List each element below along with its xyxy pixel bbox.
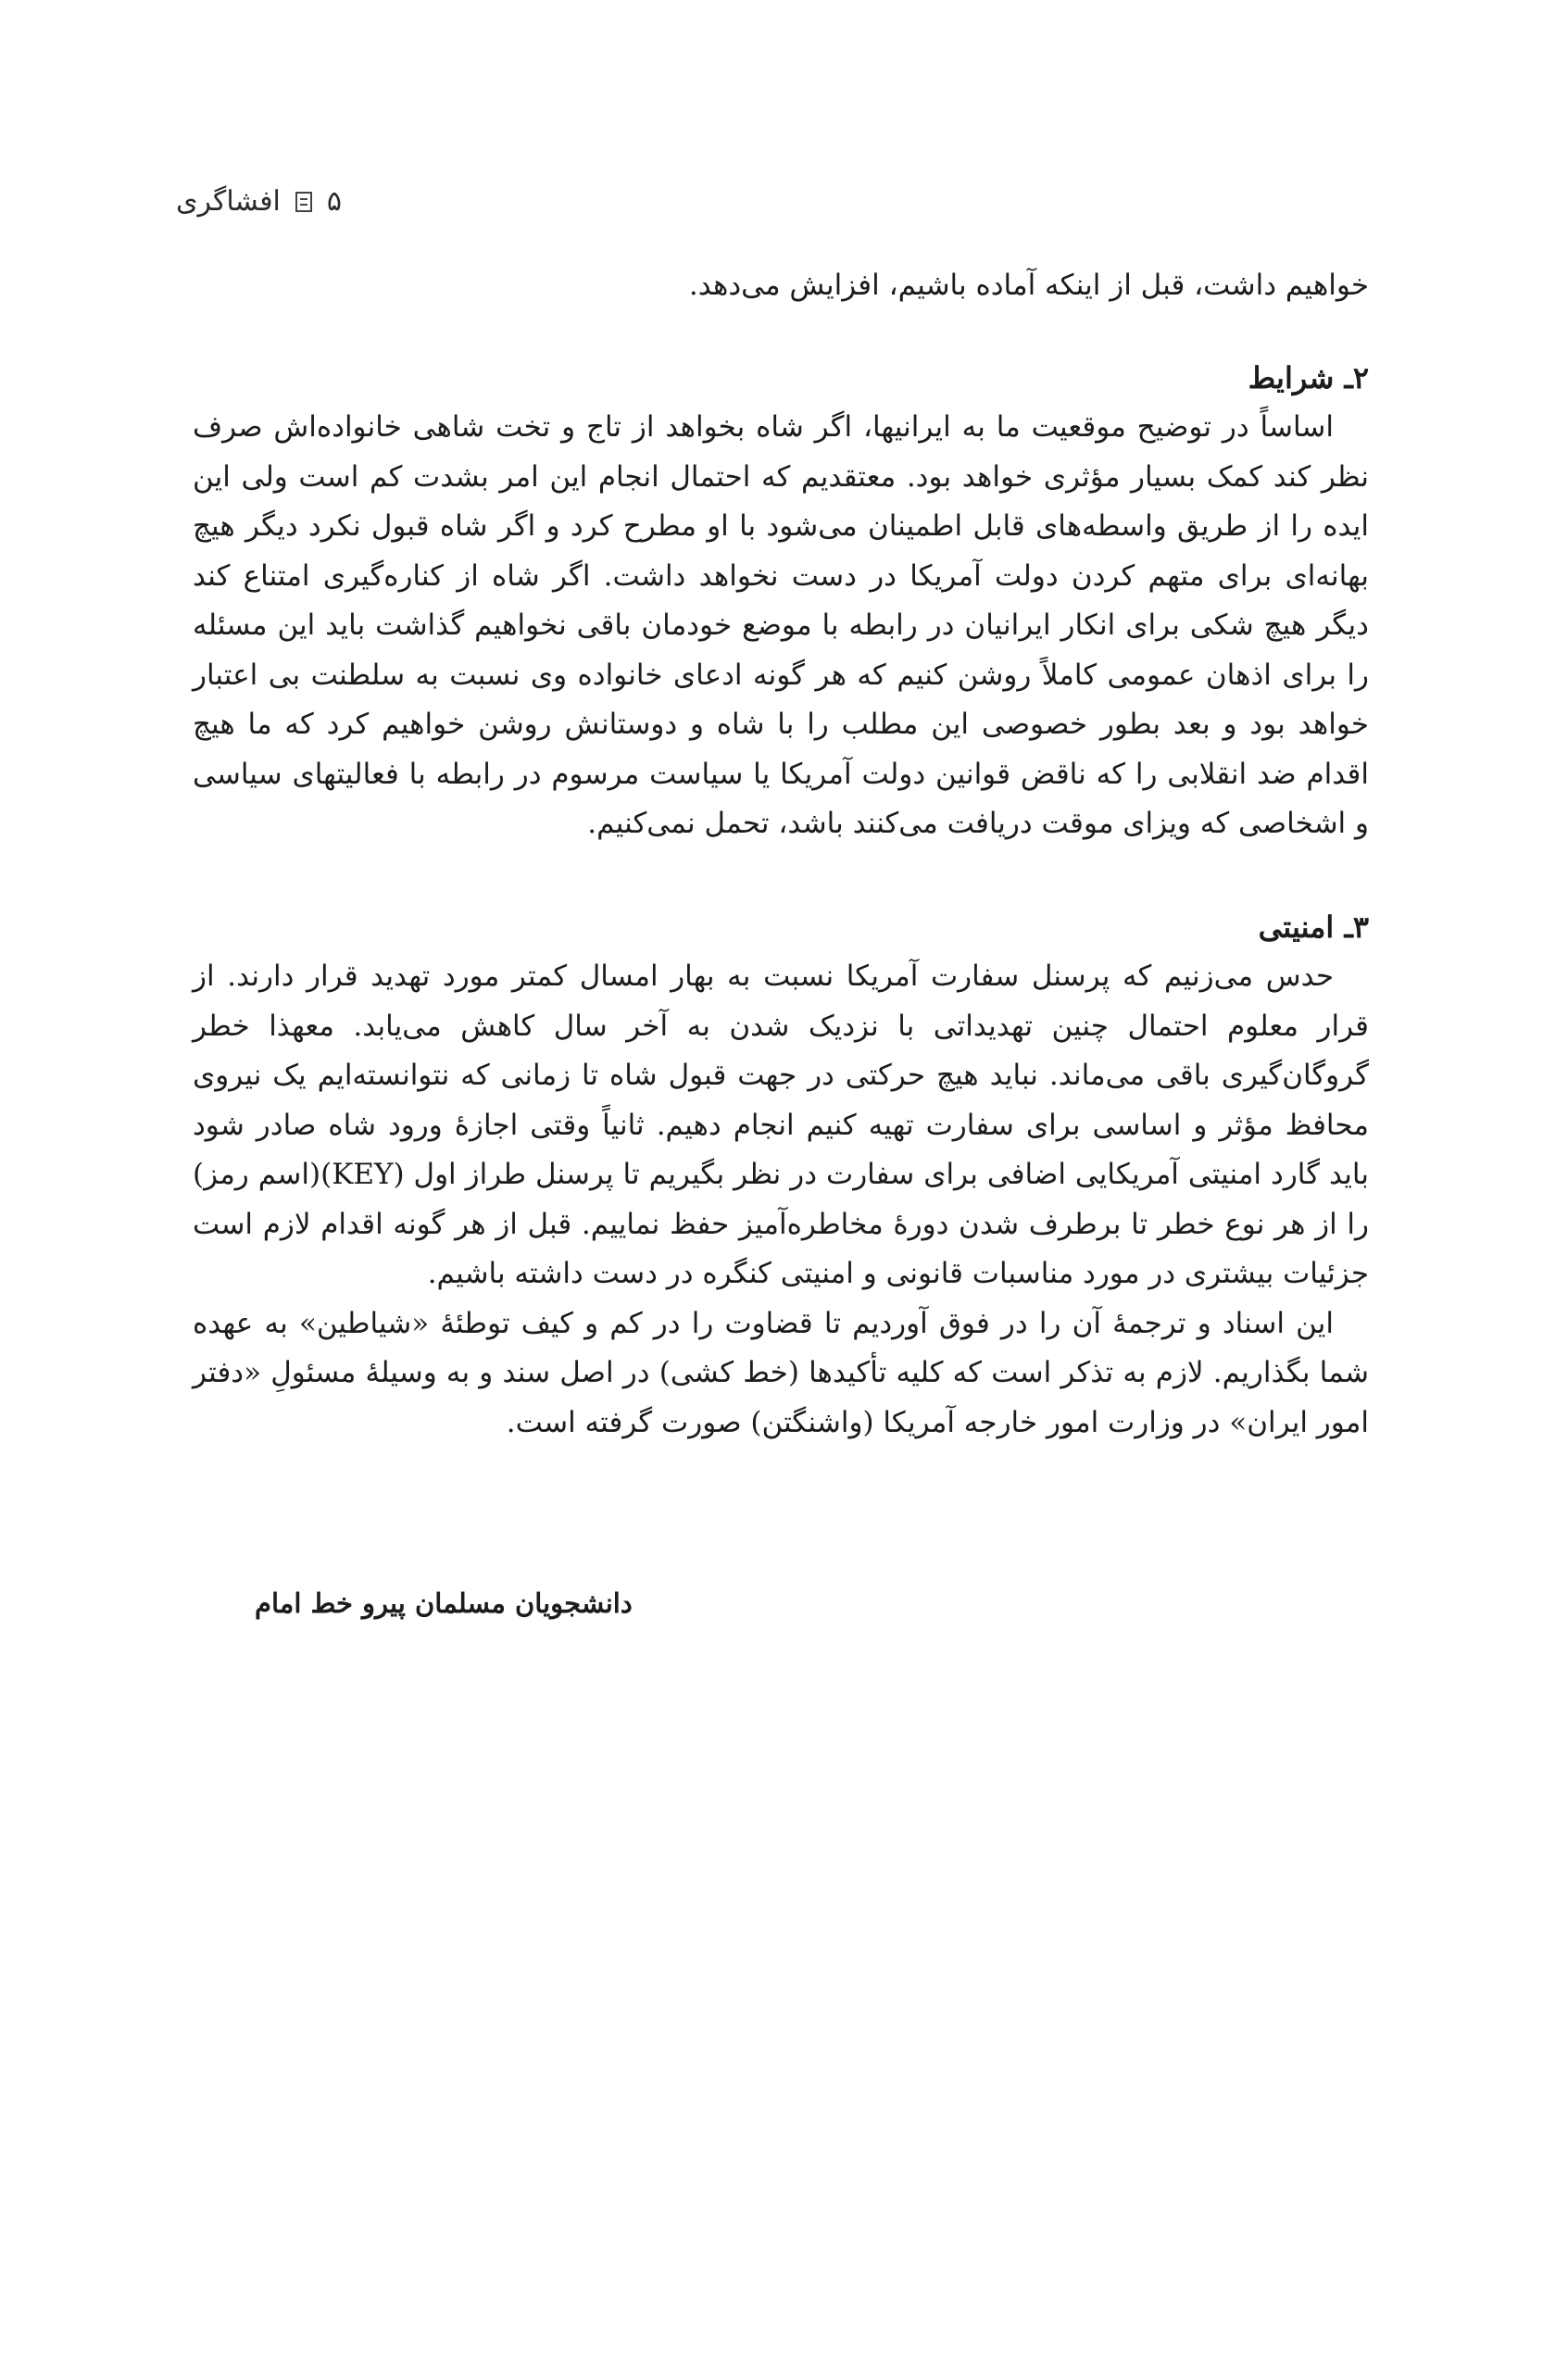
page-icon [295,192,312,212]
section-body-conditions: اساساً در توضیح موقعیت ما به ایرانیها، اگر شاه بخواهد از تاج و تخت شاهی خانواده‌اش صرف نظر کند کمک بسیار مؤثری خواهد بود. معتقدیم که احتمال انجام این امر بشدت کم است ولی این ایده را از طریق واسطه‌های قابل اطمینان می‌شود با او مطرح کرد و اگر شاه قبول نکرد دیگر هیچ بهانه‌ای برای متهم کردن دولت آمریکا در دست نخواهد داشت. اگر شاه از کناره‌گیری امتناع کند دیگر هیچ شکی برای انکار ایرانیان در رابطه با موضع خودمان باقی نخواهیم گذاشت باید این مسئله را برای اذهان عمومی کاملاً روشن کنیم که هر گونه ادعای خانواده وی نسبت به سلطنت بی اعتبار خواهد بود و بعد بطور خصوصی این مطلب را با شاه و دوستانش روشن خواهیم کرد که ما هیچ اقدام ضد انقلابی را که ناقض قوانین دولت آمریکا یا سیاست مرسوم در رابطه با فعالیتهای سیاسی و اشخاصی که ویزای موقت دریافت می‌کنند باشد، تحمل نمی‌کنیم. [193,410,1369,840]
section-body-security: حدس می‌زنیم که پرسنل سفارت آمریکا نسبت به بهار امسال کمتر مورد تهدید قرار دارند. از قرار معلوم احتمال چنین تهدیداتی با نزدیک شدن به آخر سال کاهش می‌یابد. معهذا خطر گروگان‌گیری باقی می‌ماند. نباید هیچ حرکتی در جهت قبول شاه تا زمانی که نتوانسته‌ایم یک نیروی محافظ مؤثر و اساسی برای سفارت تهیه کنیم انجام دهیم. ثانیاً وقتی اجازهٔ ورود شاه صادر شود باید گارد امنیتی آمریکایی اضافی برای سفارت در نظر بگیریم تا پرسنل طراز اول (KEY)(اسم رمز) را از هر نوع خطر تا برطرف شدن دورهٔ مخاطره‌آمیز حفظ نماییم. قبل از هر گونه اقدام لازم است جزئیات بیشتری در مورد مناسبات قانونی و امنیتی کنگره در دست داشته باشیم. [193,960,1369,1290]
section-heading-security: ۳ـ امنیتی [1258,909,1369,945]
section-heading-conditions: ۲ـ شرایط [1248,359,1369,395]
closing-paragraph: این اسناد و ترجمهٔ آن را در فوق آوردیم تا قضاوت را در کم و کیف توطئهٔ «شیاطین» به عهده شما بگذاریم. لازم به تذکر است که کلیه تأکیدها (خط کشی) در اصل سند و به وسیلهٔ مسئولِ «دفتر امور ایران» در وزارت امور خارجه آمریکا (واشنگتن) صورت گرفته است. [193,1306,1369,1439]
running-head-title: افشاگری [176,185,281,218]
running-head [176,185,342,218]
page-number: ۵ [326,185,343,218]
signature: دانشجویان مسلمان پیرو خط امام [255,1587,633,1619]
opening-paragraph: خواهیم داشت، قبل از اینکه آماده باشیم، افزایش می‌دهد. [688,269,1369,302]
page-content [193,261,1369,1448]
section-gap [193,849,1369,903]
